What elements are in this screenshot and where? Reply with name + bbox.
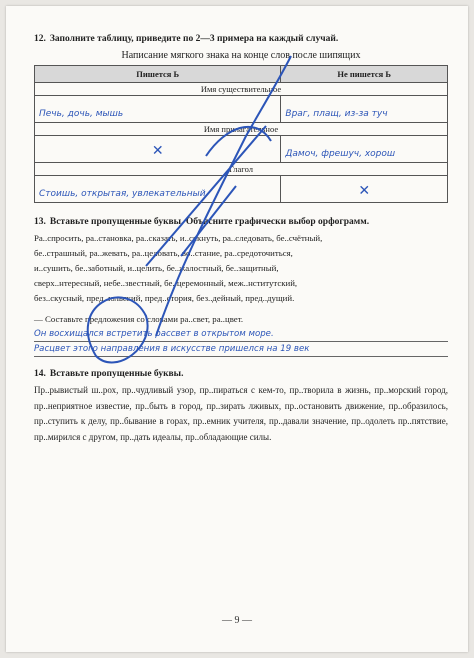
task-13-prompt: — Составьте предложения со словами ра..свет, ра..цвет. <box>34 314 244 324</box>
task-14-number: 14. <box>34 369 46 379</box>
verb-left-answer: Стоишь, открытая, увлекательный <box>39 189 206 199</box>
task-13-heading <box>34 217 448 227</box>
workbook-page <box>6 6 468 652</box>
task-13-line: бе..страшный, ра..жевать, ра..целовать, во..стание, ра..средоточиться, <box>34 248 293 258</box>
page-number: — 9 — <box>222 615 252 626</box>
adjective-left-answer: ✕ <box>151 143 164 159</box>
adjective-right-answer: Дамоч, фрешуч, хорош <box>285 149 396 159</box>
noun-right-answer: Враг, плащ, из-за туч <box>285 109 388 119</box>
section-noun-title: Имя существительное <box>35 83 448 96</box>
task-13-line: Ра..спросить, ра..становка, ра..сказать, и..сякнуть, ра..следовать, бе..счётный, <box>34 233 323 243</box>
task-12-heading <box>34 34 448 44</box>
column-header-left: Пишется Ь <box>35 66 281 83</box>
task-13-text <box>34 231 448 357</box>
task-13-answer-line: Расцвет этого направления в искусстве пришелся на 19 век <box>34 342 448 357</box>
task-14-text: Пр..рывистый ш..рох, пр..чудливый узор, пр..пираться с кем-то, пр..творила в жизнь, пр..морский город, пр..неприятное известие, пр..быть в город, пр..зирать лживых, пр..остановить движение, пр..образилось, пр..ступить к делу, пр..бывание в горах, пр..емник учителя, пр..давали значение, пр..одолеть пр..пятствие, пр..мирился с другом, пр..дать идеалы, пр..обладающие силы. <box>34 385 448 442</box>
task-14-instruction: Вставьте пропущенные буквы. <box>49 369 184 379</box>
section-verb-title: Глагол <box>35 163 448 176</box>
task-13-line: без..скусный, пред..юльский, пред..стория, без..дейный, пред..дущий. <box>34 293 295 303</box>
task-13-number: 13. <box>34 217 46 227</box>
task-13-instruction: Вставьте пропущенные буквы. Объясните графически выбор орфограмм. <box>49 217 370 227</box>
section-adjective-title: Имя прилагательное <box>35 123 448 136</box>
column-header-right: Не пишется Ь <box>281 66 448 83</box>
task-13-line: и..сушить, бе..заботный, и..целить, бе..жалостный, бе..защитный, <box>34 263 279 273</box>
task-13-prompt-text: Составьте предложения со словами ра..свет, ра..цвет. <box>45 314 244 324</box>
orthography-table <box>34 65 448 203</box>
task-12-instruction: Заполните таблицу, приведите по 2—3 примера на каждый случай. <box>49 34 339 44</box>
verb-right-answer: ✕ <box>358 183 371 199</box>
task-14-heading <box>34 369 448 379</box>
task-12-number: 12. <box>34 34 46 44</box>
task-13-answer-line: Он восхищался встретить рассвет в открытом море. <box>34 327 448 342</box>
noun-left-answer: Печь, дочь, мышь <box>39 109 124 119</box>
page-content <box>34 34 448 445</box>
task-13-line: сверх..нтересный, небе..звестный, бе..церемонный, меж..нститутский, <box>34 278 298 288</box>
table-caption: Написание мягкого знака на конце слов после шипящих <box>121 50 361 61</box>
